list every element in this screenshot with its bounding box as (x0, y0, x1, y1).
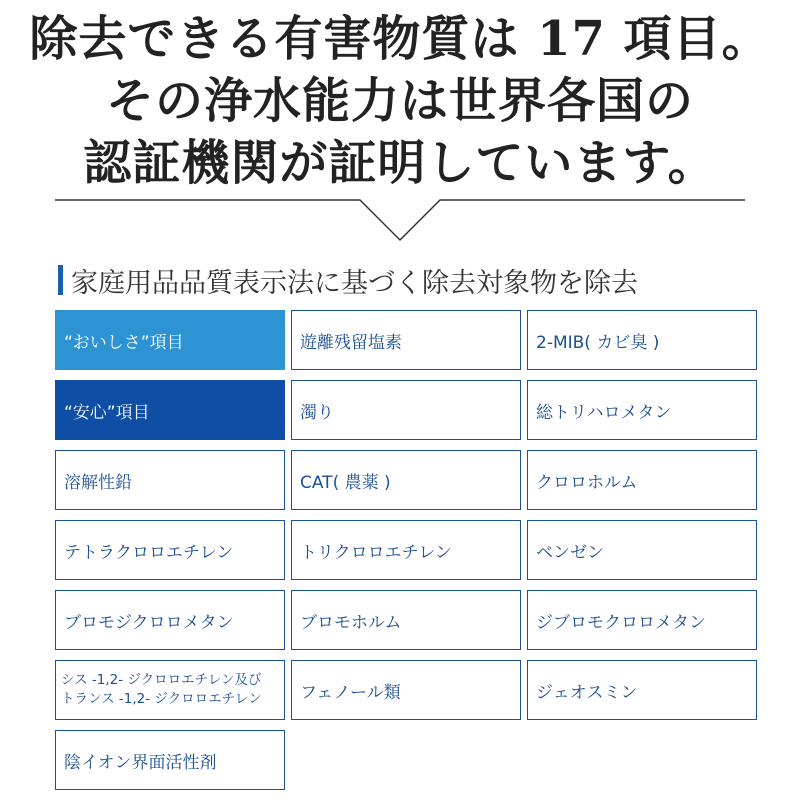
cell-label: 陰イオン界面活性剤 (64, 752, 217, 773)
substance-cell (527, 450, 757, 510)
substance-cell (55, 590, 285, 650)
cell-label: 遊離残留塩素 (300, 332, 402, 353)
substance-cell (291, 380, 521, 440)
cell-label: CAT( 農薬 ) (300, 472, 391, 493)
substance-cell (527, 380, 757, 440)
cell-label: ベンゼン (536, 542, 604, 563)
cell-label: クロロホルム (536, 472, 638, 493)
cell-label: 濁り (300, 402, 334, 423)
substance-grid (55, 310, 757, 790)
chevron-divider (0, 195, 800, 245)
cell-label: フェノール類 (300, 682, 401, 703)
cell-label: 総トリハロメタン (536, 402, 672, 423)
cell-label: テトラクロロエチレン (64, 542, 234, 563)
headline-line-2: その浄水能力は世界各国の (105, 73, 694, 129)
cell-label: ブロモジクロロメタン (64, 612, 234, 633)
cell-label: 2-MIB( カビ臭 ) (536, 332, 660, 353)
substance-cell (527, 520, 757, 580)
substance-cell (55, 450, 285, 510)
substance-cell (55, 730, 285, 790)
substance-cell (55, 660, 285, 720)
substance-cell (527, 590, 757, 650)
substance-cell (291, 310, 521, 370)
cell-label: ジェオスミン (536, 682, 638, 703)
substance-cell (527, 660, 757, 720)
headline-line-3: 認証機関が証明しています。 (83, 135, 717, 191)
category-safety-cell (55, 380, 285, 440)
cell-label: ブロモホルム (300, 612, 402, 633)
substance-cell (291, 660, 521, 720)
cell-label: ジブロモクロロメタン (536, 612, 706, 633)
category-taste-cell (55, 310, 285, 370)
headline-line-1: 除去できる有害物質は 17 項目。 (29, 11, 771, 67)
substance-cell (291, 520, 521, 580)
substance-cell (291, 450, 521, 510)
substance-cell (527, 310, 757, 370)
cell-label: トリクロロエチレン (300, 542, 452, 563)
section-title: 家庭用品品質表示法に基づく除去対象物を除去 (71, 267, 638, 299)
headline (0, 8, 800, 194)
cell-label: 溶解性鉛 (64, 472, 132, 493)
section-heading (58, 264, 638, 299)
cell-label: “おいしさ”項目 (64, 332, 184, 353)
section-accent-bar (58, 265, 63, 295)
cell-label: “安心”項目 (64, 402, 150, 423)
substance-cell (55, 520, 285, 580)
cell-label: シス -1,2- ジクロロエチレン及び トランス -1,2- ジクロロエチレン (61, 672, 262, 707)
substance-cell (291, 590, 521, 650)
